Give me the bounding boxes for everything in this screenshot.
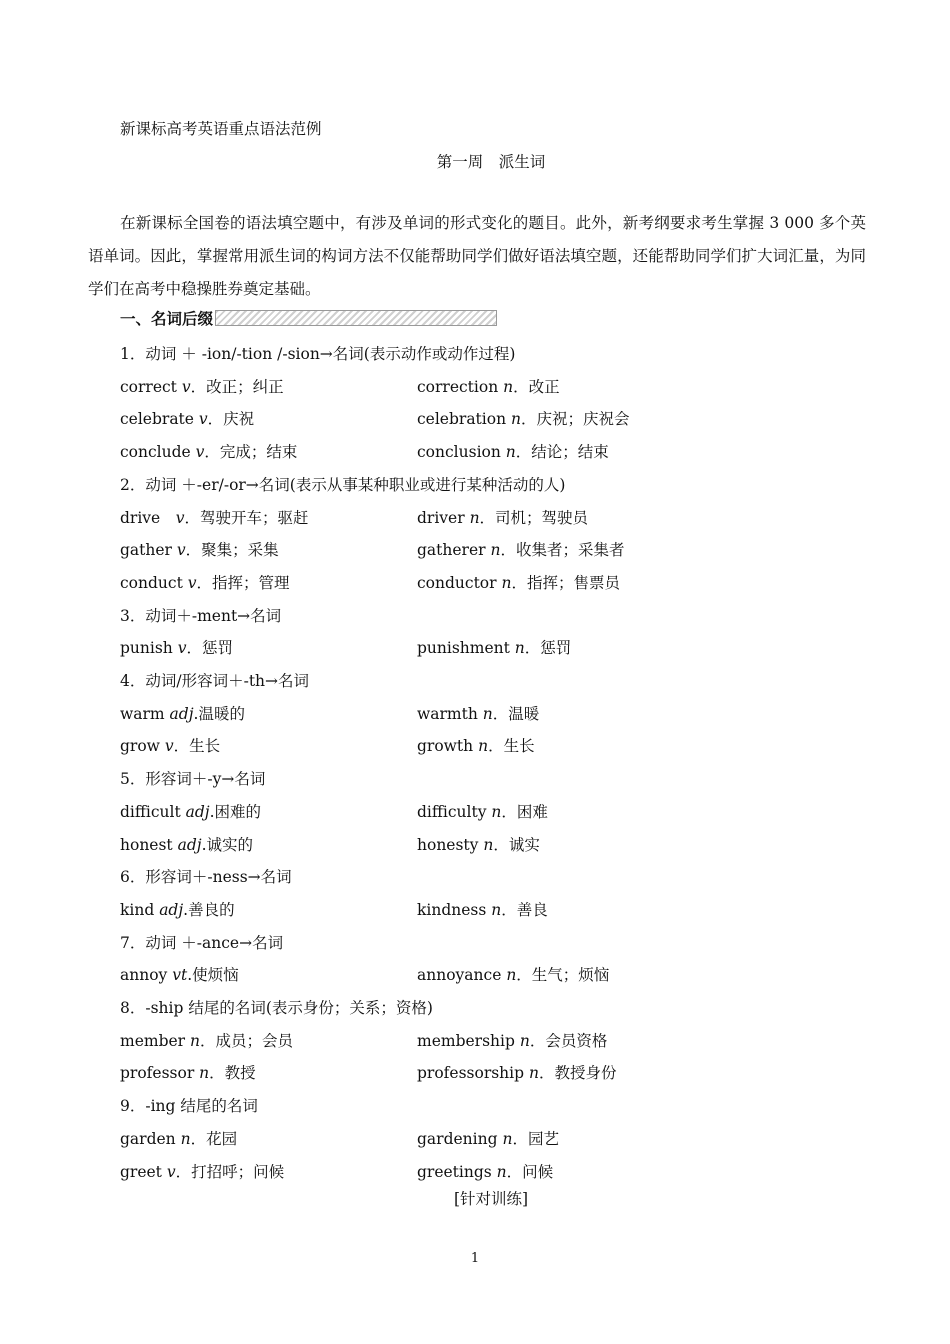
definition: ．聚集；采集: [185, 541, 279, 560]
derived-word: kindness: [417, 900, 492, 919]
part-of-speech: n: [506, 966, 517, 985]
part-of-speech: v: [164, 737, 174, 756]
definition: ．会员资格: [529, 1031, 608, 1050]
derived-word-entry: [417, 407, 629, 429]
section-heading: [120, 308, 497, 328]
definition: .诚实的: [201, 835, 254, 854]
derived-word-entry: [417, 440, 609, 462]
definition: ．诚实: [493, 835, 540, 854]
part-of-speech: n: [519, 1031, 530, 1050]
definition: .困难的: [209, 802, 262, 821]
definition: ．问候: [506, 1162, 554, 1181]
section-label: 一、名词后缀: [120, 310, 214, 328]
definition: ．惩罚: [186, 639, 233, 658]
derived-word: celebration: [417, 410, 511, 429]
base-word-entry: [120, 440, 297, 462]
derived-word-entry: [417, 1061, 616, 1083]
rule-heading: 5．形容词＋-y→名词: [120, 770, 266, 789]
part-of-speech: adj: [159, 900, 184, 919]
rule-heading: 9．-ing 结尾的名词: [120, 1097, 258, 1116]
derived-word-entry: [417, 636, 571, 658]
definition: ．困难: [501, 802, 548, 821]
base-word-entry: [120, 407, 254, 429]
part-of-speech: adj: [169, 704, 194, 723]
base-word-entry: [120, 898, 235, 920]
definition: ．善良: [501, 900, 548, 919]
derived-word-entry: [417, 898, 548, 920]
part-of-speech: adj: [177, 835, 202, 854]
definition: ．温暖: [492, 704, 540, 723]
derived-word: growth: [417, 737, 479, 756]
definition: ．庆祝: [207, 410, 255, 429]
section-hatch-bar: [215, 310, 497, 326]
derived-word-entry: [417, 538, 624, 560]
derived-word: conclusion: [417, 443, 506, 462]
rule-heading: 3．动词＋-ment→名词: [120, 606, 282, 625]
definition: ．教授身份: [538, 1064, 617, 1083]
definition: ．改正: [513, 377, 560, 396]
part-of-speech: v: [187, 573, 197, 592]
part-of-speech: n: [483, 835, 494, 854]
part-of-speech: n: [510, 410, 521, 429]
derived-word-entry: [417, 702, 539, 724]
rule-heading: 1．动词 ＋ -ion/-tion /-sion→名词(表示动作或动作过程): [120, 345, 516, 363]
derived-word: difficulty: [417, 802, 492, 821]
definition: ．完成；结束: [204, 443, 298, 462]
derived-word-entry: [417, 963, 609, 985]
definition: .使烦恼: [187, 966, 239, 985]
base-word: drive: [120, 508, 176, 527]
definition: ．结论；结束: [515, 443, 609, 462]
base-word: professor: [120, 1064, 200, 1083]
base-word: conclude: [120, 443, 196, 462]
derived-word: annoyance: [417, 966, 507, 985]
part-of-speech: n: [490, 541, 501, 560]
definition: ．收集者；采集者: [500, 541, 625, 560]
base-word-entry: [120, 1160, 284, 1182]
base-word: punish: [120, 639, 178, 658]
derived-word-entry: [417, 1160, 553, 1182]
derived-word: correction: [417, 377, 504, 396]
base-word-entry: [120, 375, 284, 397]
definition: ．庆祝；庆祝会: [520, 410, 630, 429]
part-of-speech: n: [528, 1064, 539, 1083]
base-word-entry: [120, 538, 279, 560]
rule-heading: 6．形容词＋-ness→名词: [120, 868, 292, 887]
base-word-entry: [120, 702, 245, 724]
definition: ．指挥；管理: [196, 573, 290, 592]
rule-heading: 7．动词 ＋-ance→名词: [120, 933, 284, 952]
base-word: greet: [120, 1162, 167, 1181]
base-word: celebrate: [120, 410, 199, 429]
base-word: annoy: [120, 966, 173, 985]
derived-word-entry: [417, 506, 588, 528]
definition: ．改正；纠正: [190, 377, 284, 396]
rule-heading: 2．动词 ＋-er/-or→名词(表示从事某种职业或进行某种活动的人): [120, 475, 566, 494]
derived-word: warmth: [417, 704, 483, 723]
base-word: difficult: [120, 802, 186, 821]
base-word: kind: [120, 900, 160, 919]
derived-word-entry: [417, 734, 535, 756]
part-of-speech: n: [503, 377, 514, 396]
derived-word-entry: [417, 1029, 607, 1051]
derived-word: conductor: [417, 573, 502, 592]
derived-word: gardening: [417, 1129, 503, 1148]
document-title: 新课标高考英语重点语法范例: [120, 120, 322, 138]
definition: ．司机；驾驶员: [479, 508, 589, 527]
definition: ．惩罚: [524, 639, 572, 658]
base-word: warm: [120, 704, 170, 723]
part-of-speech: v: [176, 541, 186, 560]
part-of-speech: n: [482, 704, 493, 723]
base-word: gather: [120, 541, 177, 560]
part-of-speech: n: [469, 508, 480, 527]
part-of-speech: n: [491, 900, 502, 919]
base-word: conduct: [120, 573, 188, 592]
base-word-entry: [120, 1029, 293, 1051]
part-of-speech: n: [496, 1162, 507, 1181]
definition: ．教授: [209, 1064, 256, 1083]
part-of-speech: n: [491, 802, 502, 821]
derived-word-entry: [417, 571, 620, 593]
part-of-speech: v: [166, 1162, 176, 1181]
definition: .善良的: [183, 900, 235, 919]
derived-word: honesty: [417, 835, 484, 854]
part-of-speech: v: [181, 377, 191, 396]
derived-word: membership: [417, 1031, 520, 1050]
derived-word: driver: [417, 508, 470, 527]
definition: ．花园: [190, 1129, 238, 1148]
definition: ．成员；会员: [199, 1031, 293, 1050]
derived-word: professorship: [417, 1064, 529, 1083]
definition: ．驾驶开车；驱赶: [184, 508, 309, 527]
base-word: grow: [120, 737, 165, 756]
base-word-entry: [120, 1127, 237, 1149]
base-word-entry: [120, 833, 253, 855]
part-of-speech: n: [180, 1129, 191, 1148]
definition: ．园艺: [512, 1129, 559, 1148]
part-of-speech: v: [175, 508, 185, 527]
definition: .温暖的: [193, 704, 245, 723]
part-of-speech: n: [478, 737, 489, 756]
definition: ．生气；烦恼: [516, 966, 610, 985]
derived-word-entry: [417, 375, 560, 397]
part-of-speech: n: [502, 1129, 513, 1148]
part-of-speech: v: [198, 410, 208, 429]
base-word: correct: [120, 377, 182, 396]
part-of-speech: vt: [172, 966, 188, 985]
derived-word-entry: [417, 833, 540, 855]
base-word-entry: [120, 636, 233, 658]
practice-label: [针对训练]: [453, 1190, 529, 1208]
definition: ．生长: [488, 737, 535, 756]
part-of-speech: v: [195, 443, 205, 462]
rule-heading: 4．动词/形容词＋-th→名词: [120, 672, 310, 690]
derived-word: greetings: [417, 1162, 497, 1181]
part-of-speech: adj: [185, 802, 210, 821]
part-of-speech: n: [505, 443, 516, 462]
rule-heading: 8．-ship 结尾的名词(表示身份；关系；资格): [120, 999, 433, 1017]
base-word: honest: [120, 835, 178, 854]
derived-word: gatherer: [417, 541, 491, 560]
derived-word: punishment: [417, 639, 515, 658]
definition: ．指挥；售票员: [511, 573, 620, 592]
base-word: member: [120, 1031, 190, 1050]
part-of-speech: n: [501, 573, 512, 592]
page-number: 1: [470, 1251, 480, 1266]
derived-word-entry: [417, 800, 548, 822]
part-of-speech: n: [190, 1031, 200, 1050]
base-word-entry: [120, 571, 290, 593]
base-word-entry: [120, 506, 309, 528]
intro-paragraph: 在新课标全国卷的语法填空题中，有涉及单词的形式变化的题目。此外，新考纲要求考生掌握 3 000 多个英语单词。因此，掌握常用派生词的构词方法不仅能帮助同学们做好语法填空题，还能帮助同学们扩大词汇量，为同学们在高考中稳操胜券奠定基础。: [88, 214, 866, 298]
chapter-title: 第一周 派生词: [436, 153, 546, 171]
base-word: garden: [120, 1129, 181, 1148]
derived-word-entry: [417, 1127, 559, 1149]
definition: ．打招呼；问候: [175, 1162, 285, 1181]
base-word-entry: [120, 963, 239, 985]
part-of-speech: n: [199, 1064, 210, 1083]
part-of-speech: v: [177, 639, 187, 658]
base-word-entry: [120, 1061, 256, 1083]
base-word-entry: [120, 800, 261, 822]
definition: ．生长: [173, 737, 221, 756]
base-word-entry: [120, 734, 220, 756]
part-of-speech: n: [514, 639, 525, 658]
